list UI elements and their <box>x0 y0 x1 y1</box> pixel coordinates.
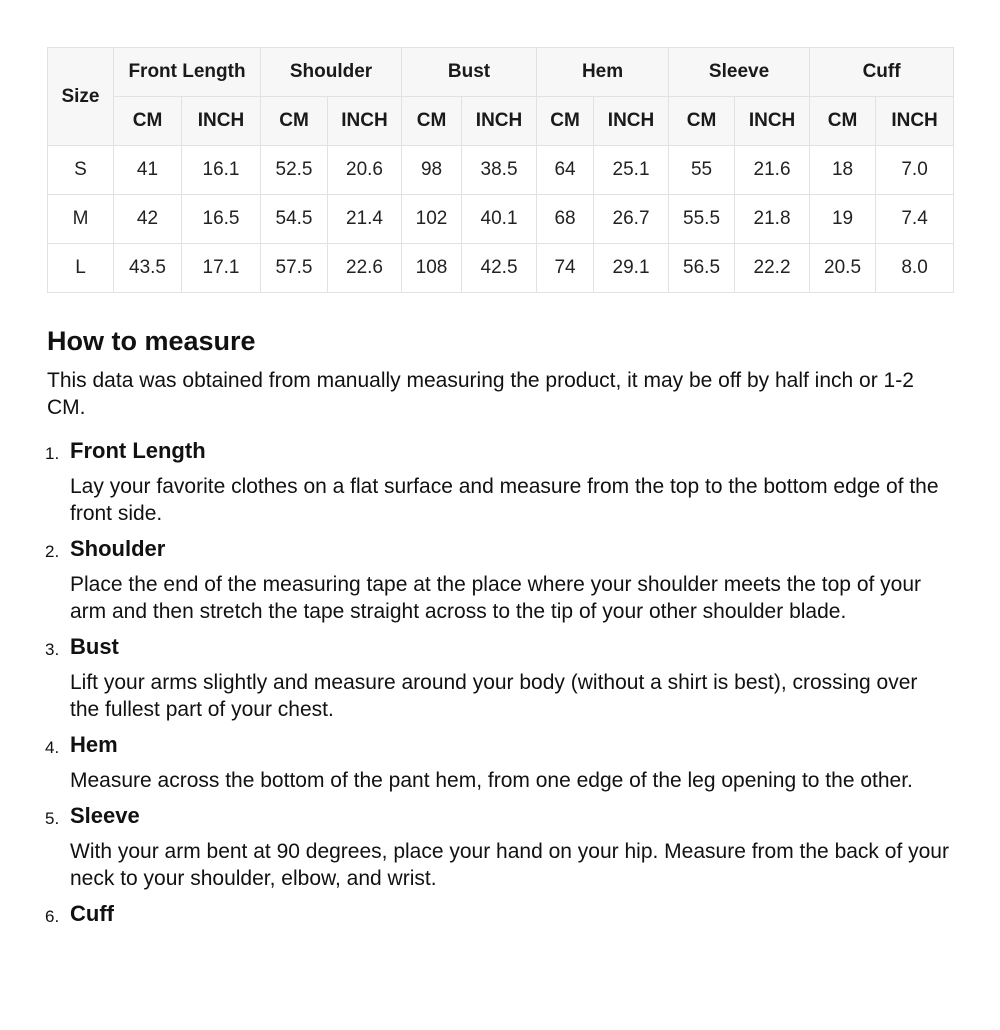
step-number: 4. <box>45 738 60 757</box>
unit-header-inch: INCH <box>462 97 537 146</box>
table-cell: 21.6 <box>735 146 810 195</box>
unit-header-inch: INCH <box>594 97 669 146</box>
unit-header-inch: INCH <box>182 97 261 146</box>
unit-header-cm: CM <box>537 97 594 146</box>
unit-header-cm: CM <box>669 97 735 146</box>
unit-header-cm: CM <box>114 97 182 146</box>
size-chart-table <box>47 47 954 293</box>
step-number: 6. <box>45 907 60 926</box>
list-item <box>47 802 952 892</box>
table-cell: 21.8 <box>735 195 810 244</box>
table-cell: 16.5 <box>182 195 261 244</box>
unit-header-inch: INCH <box>328 97 402 146</box>
unit-header-inch: INCH <box>735 97 810 146</box>
step-number: 1. <box>45 444 60 463</box>
table-cell: 19 <box>810 195 876 244</box>
table-cell: 52.5 <box>261 146 328 195</box>
table-row <box>48 195 954 244</box>
table-cell: 18 <box>810 146 876 195</box>
table-cell: 17.1 <box>182 244 261 293</box>
group-header-shoulder: Shoulder <box>261 48 402 97</box>
table-cell: 57.5 <box>261 244 328 293</box>
unit-header-cm: CM <box>261 97 328 146</box>
group-header-sleeve: Sleeve <box>669 48 810 97</box>
step-description: Measure across the bottom of the pant hem, from one edge of the leg opening to the other. <box>70 769 913 792</box>
group-header-hem: Hem <box>537 48 669 97</box>
list-item <box>47 437 952 527</box>
table-cell: 22.2 <box>735 244 810 293</box>
size-cell: L <box>48 244 114 293</box>
table-cell: 21.4 <box>328 195 402 244</box>
step-title: Sleeve <box>70 803 140 828</box>
table-row <box>48 244 954 293</box>
table-cell: 108 <box>402 244 462 293</box>
table-cell: 22.6 <box>328 244 402 293</box>
measurement-steps-list <box>47 437 952 928</box>
table-cell: 74 <box>537 244 594 293</box>
table-header-row <box>48 48 954 97</box>
step-description: Lift your arms slightly and measure around your body (without a shirt is best), crossing over the fullest part of your chest. <box>70 671 918 721</box>
table-cell: 42 <box>114 195 182 244</box>
table-cell: 20.5 <box>810 244 876 293</box>
step-title: Bust <box>70 634 119 659</box>
list-item <box>47 535 952 625</box>
table-cell: 7.0 <box>876 146 954 195</box>
table-cell: 7.4 <box>876 195 954 244</box>
step-number: 2. <box>45 542 60 561</box>
table-unit-row <box>48 97 954 146</box>
table-cell: 25.1 <box>594 146 669 195</box>
step-number: 5. <box>45 809 60 828</box>
size-column-header: Size <box>48 48 114 146</box>
table-cell: 29.1 <box>594 244 669 293</box>
how-to-measure-heading: How to measure <box>47 326 256 356</box>
table-cell: 16.1 <box>182 146 261 195</box>
table-row <box>48 146 954 195</box>
table-cell: 56.5 <box>669 244 735 293</box>
step-title: Hem <box>70 732 118 757</box>
step-description: Lay your favorite clothes on a flat surface and measure from the top to the bottom edge of the front side. <box>70 475 939 525</box>
group-header-bust: Bust <box>402 48 537 97</box>
list-item <box>47 731 952 794</box>
table-cell: 55 <box>669 146 735 195</box>
measurement-disclaimer: This data was obtained from manually measuring the product, it may be off by half inch or 1-2 CM. <box>47 369 914 419</box>
table-cell: 26.7 <box>594 195 669 244</box>
size-cell: M <box>48 195 114 244</box>
table-cell: 102 <box>402 195 462 244</box>
group-header-front-length: Front Length <box>114 48 261 97</box>
table-cell: 68 <box>537 195 594 244</box>
table-cell: 98 <box>402 146 462 195</box>
table-cell: 42.5 <box>462 244 537 293</box>
table-cell: 8.0 <box>876 244 954 293</box>
table-cell: 54.5 <box>261 195 328 244</box>
unit-header-cm: CM <box>402 97 462 146</box>
table-cell: 40.1 <box>462 195 537 244</box>
table-cell: 38.5 <box>462 146 537 195</box>
table-cell: 55.5 <box>669 195 735 244</box>
list-item <box>47 633 952 723</box>
step-title: Cuff <box>70 901 114 926</box>
list-item <box>47 900 952 928</box>
step-number: 3. <box>45 640 60 659</box>
table-cell: 20.6 <box>328 146 402 195</box>
table-cell: 43.5 <box>114 244 182 293</box>
table-cell: 41 <box>114 146 182 195</box>
step-description: Place the end of the measuring tape at the place where your shoulder meets the top of your arm and then stretch the tape straight across to the tip of your other shoulder blade. <box>70 573 922 623</box>
size-cell: S <box>48 146 114 195</box>
group-header-cuff: Cuff <box>810 48 954 97</box>
unit-header-inch: INCH <box>876 97 954 146</box>
step-title: Front Length <box>70 438 206 463</box>
step-title: Shoulder <box>70 536 166 561</box>
unit-header-cm: CM <box>810 97 876 146</box>
step-description: With your arm bent at 90 degrees, place your hand on your hip. Measure from the back of your neck to your shoulder, elbow, and wrist. <box>70 840 949 890</box>
table-cell: 64 <box>537 146 594 195</box>
